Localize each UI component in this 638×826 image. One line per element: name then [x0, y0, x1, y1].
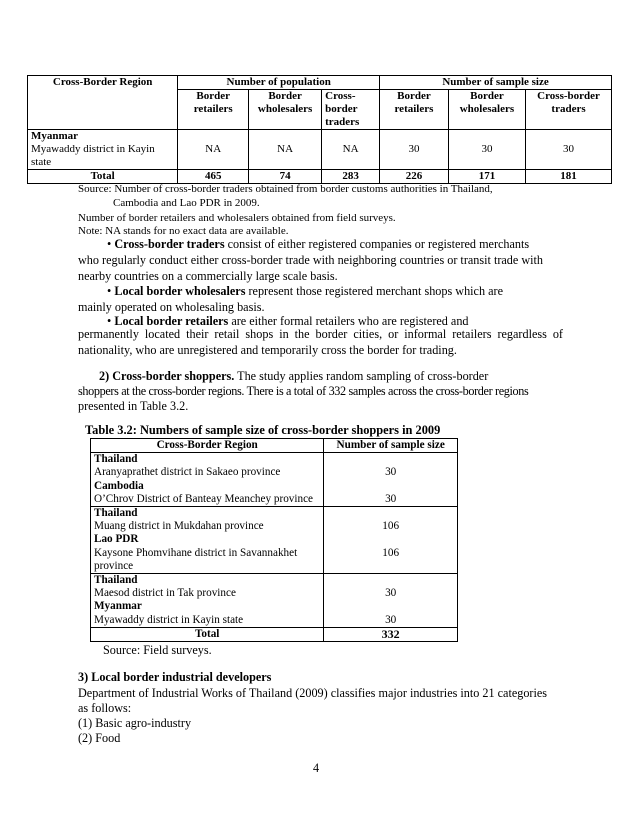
- section-2-title: 2) Cross-border shoppers.: [99, 369, 235, 383]
- paragraph-line: presented in Table 3.2.: [78, 399, 189, 413]
- subheader-cross-border-traders: Cross-border traders: [526, 90, 612, 130]
- traders-sample-table: [27, 75, 612, 184]
- list-item: (1) Basic agro-industry: [78, 716, 192, 730]
- subheader-border-wholesalers: Border wholesalers: [448, 90, 525, 130]
- table-row: [91, 507, 458, 574]
- bullet-text: are either formal retailers who are registered and: [228, 314, 469, 328]
- na-note: Note: NA stands for no exact data are available.: [78, 225, 289, 237]
- country-label: Thailand: [94, 574, 138, 587]
- region-cell: [91, 453, 324, 507]
- value-cell: 30: [448, 130, 525, 170]
- district-label: Muang district in Mukdahan province: [94, 520, 264, 533]
- header-number-of-sample-size: Number of sample size: [324, 439, 458, 453]
- value-cell: NA: [178, 130, 249, 170]
- bullet-local-border-wholesalers: [107, 284, 503, 300]
- sample-value: 30: [385, 587, 397, 600]
- total-label: Total: [91, 627, 324, 641]
- subheader-border-retailers: Border retailers: [380, 90, 449, 130]
- table-caption: Table 3.2: Numbers of sample size of cross-border shoppers in 2009: [85, 423, 441, 437]
- district-label: Maesod district in Tak province: [94, 587, 236, 600]
- total-label: Total: [28, 170, 178, 184]
- region-cell: [28, 130, 178, 170]
- value-cell: [324, 453, 458, 507]
- section-2-heading: [99, 369, 488, 385]
- table-source: Source: Field surveys.: [103, 643, 212, 657]
- district-label: Kaysone Phomvihane district in Savannakhet province: [94, 546, 298, 572]
- subheader-border-wholesalers: Border wholesalers: [249, 90, 322, 130]
- country-label: Lao PDR: [94, 533, 139, 546]
- header-cross-border-region: Cross-Border Region: [28, 76, 178, 90]
- paragraph-line: shoppers at the cross-border regions. There is a total of 332 samples across the cross-border regions: [78, 384, 529, 398]
- page-number: 4: [313, 761, 320, 775]
- sample-value: 106: [382, 520, 400, 533]
- source-note-continued: Cambodia and Lao PDR in 2009.: [113, 197, 260, 209]
- table-row: [91, 453, 458, 507]
- bullet-text: consist of either registered companies or registered merchants: [224, 237, 530, 251]
- bullet-icon: •: [107, 284, 115, 298]
- term-local-border-retailers: Local border retailers: [114, 314, 229, 328]
- header-number-of-population: Number of population: [178, 76, 380, 90]
- district-label: Myawaddy district in Kayin state: [31, 143, 155, 168]
- value-cell: [324, 507, 458, 574]
- subheader-border-retailers: Border retailers: [178, 90, 249, 130]
- table-row: [28, 130, 612, 170]
- paragraph-line: who regularly conduct either cross-border trade with neighboring countries or transit trade with: [78, 253, 544, 267]
- region-cell: [91, 574, 324, 628]
- sample-value: 106: [382, 546, 400, 559]
- total-cell: 283: [322, 170, 380, 184]
- paragraph-line: as follows:: [78, 701, 132, 715]
- table-subheader-row: [28, 90, 612, 130]
- total-cell: 171: [448, 170, 525, 184]
- paragraph-line: nearby countries on a commercially large scale basis.: [78, 269, 338, 283]
- sample-value: 30: [385, 466, 397, 479]
- total-cell: 181: [526, 170, 612, 184]
- paragraph-line: permanently located their retail shops in the border cities, or informal retailers regardless of: [78, 327, 563, 341]
- source-note: Source: Number of cross-border traders obtained from border customs authorities in Thailand,: [78, 183, 493, 195]
- section-3-heading: 3) Local border industrial developers: [78, 670, 272, 684]
- district-label: O’Chrov District of Banteay Meanchey province: [94, 492, 314, 505]
- term-cross-border-traders: Cross-border traders: [114, 237, 225, 251]
- total-cell: 332: [324, 627, 458, 641]
- section-2-text: The study applies random sampling of cross-border: [234, 369, 489, 383]
- country-label: Myanmar: [31, 130, 79, 142]
- table-row: [91, 574, 458, 628]
- bullet-icon: •: [107, 314, 115, 328]
- total-cell: 226: [380, 170, 449, 184]
- country-label: Myanmar: [94, 600, 142, 613]
- shoppers-sample-table: [90, 438, 458, 642]
- paragraph-line: mainly operated on wholesaling basis.: [78, 300, 265, 314]
- header-number-of-sample-size: Number of sample size: [380, 76, 612, 90]
- list-item: (2) Food: [78, 731, 121, 745]
- term-local-border-wholesalers: Local border wholesalers: [114, 284, 246, 298]
- header-cross-border-region: Cross-Border Region: [91, 439, 324, 453]
- subheader-cross-border-traders: Cross-border traders: [322, 90, 380, 130]
- total-cell: 74: [249, 170, 322, 184]
- value-cell: 30: [380, 130, 449, 170]
- value-cell: NA: [322, 130, 380, 170]
- total-row: [91, 627, 458, 641]
- country-label: Thailand: [94, 453, 138, 466]
- value-cell: 30: [526, 130, 612, 170]
- paragraph-line: nationality, who are unregistered and temporarily cross the border for trading.: [78, 343, 457, 357]
- table-header-row: [28, 76, 612, 90]
- country-label: Thailand: [94, 507, 138, 520]
- paragraph-line: Department of Industrial Works of Thailand (2009) classifies major industries into 21 categories: [78, 686, 548, 700]
- value-cell: NA: [249, 130, 322, 170]
- country-label: Cambodia: [94, 479, 144, 492]
- total-cell: 465: [178, 170, 249, 184]
- table-header-row: [91, 439, 458, 453]
- bullet-icon: •: [107, 237, 115, 251]
- district-label: Myawaddy district in Kayin state: [94, 613, 244, 626]
- bullet-cross-border-traders: [107, 237, 529, 253]
- bullet-text: represent those registered merchant shops which are: [245, 284, 503, 298]
- sample-value: 30: [385, 492, 397, 505]
- district-label: Aranyaprathet district in Sakaeo province: [94, 466, 281, 479]
- value-cell: [324, 574, 458, 628]
- surveys-note: Number of border retailers and wholesalers obtained from field surveys.: [78, 212, 396, 224]
- region-cell: [91, 507, 324, 574]
- total-row: [28, 170, 612, 184]
- header-spacer: [28, 90, 178, 130]
- sample-value: 30: [385, 613, 397, 626]
